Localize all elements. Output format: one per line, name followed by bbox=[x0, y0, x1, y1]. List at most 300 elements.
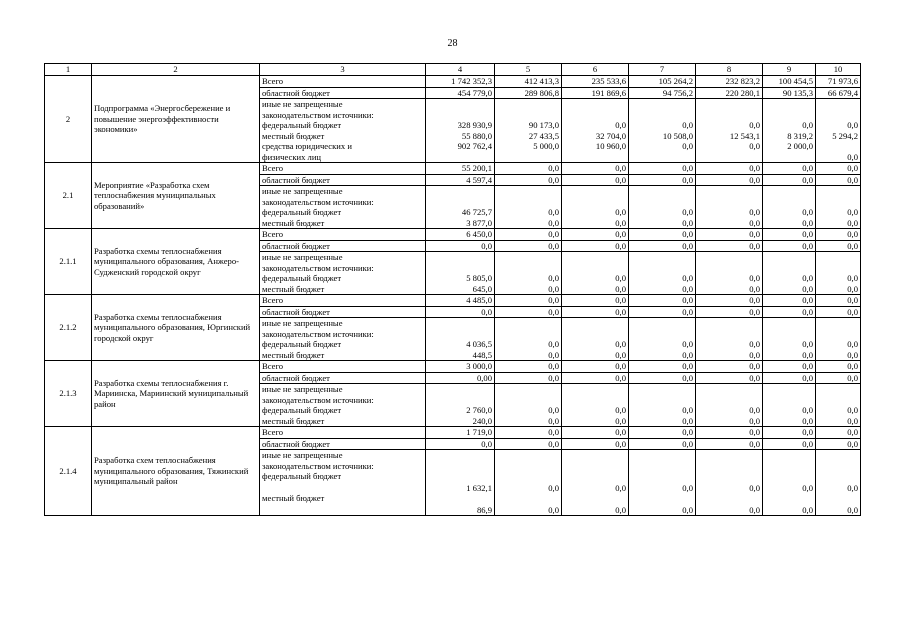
amount-cell: 0,0 bbox=[816, 152, 861, 163]
amount-cell: 0,0 bbox=[696, 339, 763, 350]
amount-cell: 0,0 bbox=[562, 438, 629, 450]
amount-cell: 46 725,7 bbox=[426, 207, 495, 218]
amount-cell bbox=[763, 450, 816, 461]
amount-cell bbox=[495, 395, 562, 406]
amount-cell: 0,0 bbox=[816, 471, 861, 493]
amount-cell: 0,0 bbox=[763, 416, 816, 427]
item-name: Разработка схемы теплоснабжения муниципального образования, Юргинский городской округ bbox=[92, 295, 260, 361]
amount-cell bbox=[426, 263, 495, 274]
amount-cell bbox=[562, 329, 629, 340]
amount-cell: 0,0 bbox=[629, 471, 696, 493]
amount-cell bbox=[816, 186, 861, 197]
table-row bbox=[45, 361, 861, 373]
amount-cell bbox=[629, 395, 696, 406]
amount-cell: 105 264,2 bbox=[629, 76, 696, 88]
amount-cell: 0,0 bbox=[629, 218, 696, 229]
amount-cell bbox=[696, 186, 763, 197]
amount-cell bbox=[629, 384, 696, 395]
funding-source: федеральный бюджет bbox=[260, 405, 426, 416]
amount-cell bbox=[763, 263, 816, 274]
amount-cell: 0,0 bbox=[763, 273, 816, 284]
funding-source: иные не запрещенные bbox=[260, 99, 426, 110]
amount-cell bbox=[696, 152, 763, 163]
amount-cell bbox=[629, 461, 696, 472]
amount-cell bbox=[696, 110, 763, 121]
amount-cell bbox=[816, 384, 861, 395]
item-name: Мероприятие «Разработка схем теплоснабжения муниципальных образований» bbox=[92, 163, 260, 229]
amount-cell bbox=[763, 395, 816, 406]
amount-cell: 289 806,8 bbox=[495, 87, 562, 99]
amount-cell bbox=[629, 186, 696, 197]
amount-cell: 5 294,2 bbox=[816, 131, 861, 142]
table-row bbox=[45, 163, 861, 175]
amount-cell: 0,0 bbox=[816, 339, 861, 350]
amount-cell: 0,0 bbox=[816, 416, 861, 427]
amount-cell bbox=[562, 263, 629, 274]
amount-cell: 0,0 bbox=[495, 427, 562, 439]
amount-cell: 0,0 bbox=[763, 218, 816, 229]
amount-cell: 0,0 bbox=[562, 218, 629, 229]
amount-cell: 0,0 bbox=[696, 350, 763, 361]
amount-cell: 0,0 bbox=[495, 416, 562, 427]
amount-cell: 0,0 bbox=[495, 295, 562, 307]
amount-cell bbox=[816, 252, 861, 263]
amount-cell: 0,0 bbox=[629, 141, 696, 152]
column-header: 6 bbox=[562, 64, 629, 76]
funding-source: областной бюджет bbox=[260, 174, 426, 186]
amount-cell: 4 597,4 bbox=[426, 174, 495, 186]
column-header: 7 bbox=[629, 64, 696, 76]
column-header: 1 bbox=[45, 64, 92, 76]
amount-cell: 0,0 bbox=[495, 174, 562, 186]
amount-cell bbox=[495, 384, 562, 395]
amount-cell: 0,0 bbox=[562, 493, 629, 516]
amount-cell: 90 135,3 bbox=[763, 87, 816, 99]
amount-cell: 0,0 bbox=[816, 405, 861, 416]
amount-cell bbox=[816, 395, 861, 406]
amount-cell bbox=[426, 252, 495, 263]
amount-cell: 0,0 bbox=[562, 229, 629, 241]
amount-cell: 0,0 bbox=[629, 372, 696, 384]
funding-source: областной бюджет bbox=[260, 372, 426, 384]
amount-cell: 0,0 bbox=[696, 284, 763, 295]
amount-cell: 1 719,0 bbox=[426, 427, 495, 439]
amount-cell bbox=[495, 186, 562, 197]
item-number: 2.1.1 bbox=[45, 229, 92, 295]
amount-cell: 0,0 bbox=[696, 405, 763, 416]
amount-cell bbox=[426, 99, 495, 110]
amount-cell: 90 173,0 bbox=[495, 120, 562, 131]
amount-cell bbox=[763, 461, 816, 472]
item-number: 2.1.2 bbox=[45, 295, 92, 361]
amount-cell: 8 319,2 bbox=[763, 131, 816, 142]
amount-cell: 0,0 bbox=[696, 218, 763, 229]
funding-source: законодательством источники: bbox=[260, 461, 426, 472]
funding-source: Всего bbox=[260, 427, 426, 439]
amount-cell bbox=[562, 252, 629, 263]
amount-cell bbox=[816, 263, 861, 274]
amount-cell: 0,0 bbox=[816, 240, 861, 252]
amount-cell: 0,0 bbox=[562, 174, 629, 186]
amount-cell: 86,9 bbox=[426, 493, 495, 516]
funding-source: федеральный бюджет bbox=[260, 471, 426, 493]
amount-cell: 0,0 bbox=[696, 416, 763, 427]
funding-source: законодательством источники: bbox=[260, 395, 426, 406]
amount-cell: 0,0 bbox=[696, 438, 763, 450]
amount-cell: 0,0 bbox=[629, 240, 696, 252]
funding-source: Всего bbox=[260, 361, 426, 373]
amount-cell bbox=[629, 263, 696, 274]
funding-source: местный бюджет bbox=[260, 416, 426, 427]
amount-cell bbox=[696, 318, 763, 329]
amount-cell: 0,0 bbox=[629, 306, 696, 318]
amount-cell: 0,0 bbox=[495, 405, 562, 416]
amount-cell bbox=[495, 329, 562, 340]
amount-cell bbox=[696, 395, 763, 406]
amount-cell: 0,0 bbox=[763, 493, 816, 516]
funding-source: Всего bbox=[260, 76, 426, 88]
item-number: 2.1.3 bbox=[45, 361, 92, 427]
funding-source: Всего bbox=[260, 229, 426, 241]
funding-source: иные не запрещенные bbox=[260, 186, 426, 197]
amount-cell: 10 508,0 bbox=[629, 131, 696, 142]
column-header: 2 bbox=[92, 64, 260, 76]
amount-cell: 0,0 bbox=[562, 427, 629, 439]
amount-cell: 0,0 bbox=[816, 372, 861, 384]
amount-cell bbox=[763, 318, 816, 329]
amount-cell: 0,0 bbox=[562, 120, 629, 131]
amount-cell bbox=[495, 450, 562, 461]
amount-cell: 0,0 bbox=[696, 120, 763, 131]
amount-cell bbox=[696, 329, 763, 340]
table-row bbox=[45, 427, 861, 439]
amount-cell: 0,0 bbox=[816, 163, 861, 175]
amount-cell: 3 877,0 bbox=[426, 218, 495, 229]
amount-cell: 328 930,9 bbox=[426, 120, 495, 131]
amount-cell bbox=[816, 141, 861, 152]
amount-cell bbox=[495, 99, 562, 110]
amount-cell: 0,0 bbox=[426, 306, 495, 318]
amount-cell bbox=[426, 395, 495, 406]
amount-cell: 0,0 bbox=[696, 295, 763, 307]
item-number: 2.1 bbox=[45, 163, 92, 229]
amount-cell bbox=[562, 450, 629, 461]
amount-cell bbox=[763, 384, 816, 395]
item-name: Подпрограмма «Энергосбережение и повышение энергоэффективности экономики» bbox=[92, 76, 260, 163]
amount-cell bbox=[763, 252, 816, 263]
amount-cell: 0,0 bbox=[816, 207, 861, 218]
amount-cell: 0,0 bbox=[562, 306, 629, 318]
amount-cell bbox=[763, 99, 816, 110]
amount-cell: 0,0 bbox=[562, 295, 629, 307]
amount-cell bbox=[495, 318, 562, 329]
amount-cell: 0,0 bbox=[629, 273, 696, 284]
amount-cell bbox=[495, 110, 562, 121]
amount-cell bbox=[629, 197, 696, 208]
amount-cell: 0,0 bbox=[629, 438, 696, 450]
amount-cell: 0,0 bbox=[562, 284, 629, 295]
amount-cell: 5 000,0 bbox=[495, 141, 562, 152]
amount-cell bbox=[629, 329, 696, 340]
funding-source: законодательством источники: bbox=[260, 197, 426, 208]
amount-cell: 0,0 bbox=[696, 306, 763, 318]
amount-cell: 0,0 bbox=[816, 284, 861, 295]
amount-cell bbox=[562, 318, 629, 329]
column-header: 8 bbox=[696, 64, 763, 76]
amount-cell: 448,5 bbox=[426, 350, 495, 361]
amount-cell: 0,0 bbox=[495, 372, 562, 384]
amount-cell bbox=[426, 110, 495, 121]
amount-cell: 2 760,0 bbox=[426, 405, 495, 416]
amount-cell: 0,0 bbox=[763, 405, 816, 416]
amount-cell: 27 433,5 bbox=[495, 131, 562, 142]
column-header: 9 bbox=[763, 64, 816, 76]
amount-cell: 0,0 bbox=[763, 174, 816, 186]
amount-cell: 645,0 bbox=[426, 284, 495, 295]
amount-cell: 0,0 bbox=[495, 207, 562, 218]
amount-cell: 412 413,3 bbox=[495, 76, 562, 88]
amount-cell bbox=[562, 197, 629, 208]
table-row bbox=[45, 295, 861, 307]
amount-cell: 0,0 bbox=[696, 240, 763, 252]
item-name: Разработка схемы теплоснабжения г. Мариинска, Мариинский муниципальный район bbox=[92, 361, 260, 427]
amount-cell: 0,0 bbox=[763, 350, 816, 361]
amount-cell bbox=[562, 461, 629, 472]
page-number: 28 bbox=[447, 38, 458, 49]
amount-cell: 220 280,1 bbox=[696, 87, 763, 99]
amount-cell: 0,0 bbox=[562, 240, 629, 252]
amount-cell bbox=[495, 252, 562, 263]
column-header: 5 bbox=[495, 64, 562, 76]
amount-cell: 100 454,5 bbox=[763, 76, 816, 88]
funding-source: местный бюджет bbox=[260, 218, 426, 229]
amount-cell: 0,0 bbox=[763, 295, 816, 307]
amount-cell: 0,0 bbox=[816, 295, 861, 307]
amount-cell bbox=[562, 395, 629, 406]
amount-cell bbox=[816, 461, 861, 472]
funding-source: Всего bbox=[260, 163, 426, 175]
amount-cell bbox=[426, 318, 495, 329]
amount-cell: 0,0 bbox=[495, 273, 562, 284]
amount-cell: 0,0 bbox=[495, 229, 562, 241]
amount-cell bbox=[816, 450, 861, 461]
amount-cell: 0,0 bbox=[816, 229, 861, 241]
amount-cell: 0,00 bbox=[426, 372, 495, 384]
funding-source: областной бюджет bbox=[260, 306, 426, 318]
amount-cell: 0,0 bbox=[763, 120, 816, 131]
amount-cell: 0,0 bbox=[816, 427, 861, 439]
amount-cell: 0,0 bbox=[562, 207, 629, 218]
amount-cell: 4 036,5 bbox=[426, 339, 495, 350]
amount-cell bbox=[562, 152, 629, 163]
amount-cell bbox=[696, 252, 763, 263]
amount-cell: 0,0 bbox=[495, 306, 562, 318]
amount-cell: 240,0 bbox=[426, 416, 495, 427]
amount-cell bbox=[816, 110, 861, 121]
amount-cell bbox=[426, 186, 495, 197]
amount-cell: 0,0 bbox=[763, 438, 816, 450]
amount-cell: 0,0 bbox=[629, 120, 696, 131]
amount-cell: 0,0 bbox=[629, 493, 696, 516]
amount-cell: 0,0 bbox=[696, 427, 763, 439]
amount-cell: 0,0 bbox=[816, 273, 861, 284]
amount-cell: 0,0 bbox=[495, 163, 562, 175]
amount-cell: 0,0 bbox=[562, 471, 629, 493]
amount-cell: 0,0 bbox=[763, 306, 816, 318]
amount-cell: 0,0 bbox=[696, 471, 763, 493]
item-name: Разработка схем теплоснабжения муниципального образования, Тяжинский муниципальный район bbox=[92, 427, 260, 516]
table-header bbox=[45, 64, 861, 76]
amount-cell: 0,0 bbox=[816, 174, 861, 186]
funding-source: местный бюджет bbox=[260, 493, 426, 516]
item-name: Разработка схемы теплоснабжения муниципального образования, Анжеро-Судженский городской округ bbox=[92, 229, 260, 295]
amount-cell: 0,0 bbox=[495, 240, 562, 252]
amount-cell: 0,0 bbox=[495, 218, 562, 229]
funding-source: местный бюджет bbox=[260, 131, 426, 142]
amount-cell bbox=[426, 450, 495, 461]
amount-cell: 235 533,6 bbox=[562, 76, 629, 88]
amount-cell bbox=[629, 318, 696, 329]
amount-cell: 0,0 bbox=[629, 284, 696, 295]
amount-cell: 1 632,1 bbox=[426, 471, 495, 493]
amount-cell bbox=[696, 450, 763, 461]
funding-source: местный бюджет bbox=[260, 350, 426, 361]
funding-source: законодательством источники: bbox=[260, 110, 426, 121]
amount-cell bbox=[763, 152, 816, 163]
amount-cell bbox=[816, 99, 861, 110]
amount-cell: 902 762,4 bbox=[426, 141, 495, 152]
amount-cell: 0,0 bbox=[562, 372, 629, 384]
table-row bbox=[45, 76, 861, 88]
amount-cell: 0,0 bbox=[696, 163, 763, 175]
funding-source: средства юридических и bbox=[260, 141, 426, 152]
amount-cell: 0,0 bbox=[696, 229, 763, 241]
amount-cell bbox=[426, 384, 495, 395]
amount-cell: 0,0 bbox=[562, 350, 629, 361]
amount-cell: 0,0 bbox=[495, 438, 562, 450]
amount-cell: 0,0 bbox=[629, 350, 696, 361]
amount-cell: 0,0 bbox=[629, 295, 696, 307]
amount-cell bbox=[696, 263, 763, 274]
table-body bbox=[45, 76, 861, 516]
amount-cell bbox=[763, 329, 816, 340]
amount-cell bbox=[629, 110, 696, 121]
amount-cell: 4 485,0 bbox=[426, 295, 495, 307]
amount-cell bbox=[426, 461, 495, 472]
amount-cell: 0,0 bbox=[763, 361, 816, 373]
amount-cell bbox=[495, 263, 562, 274]
amount-cell: 0,0 bbox=[763, 471, 816, 493]
amount-cell: 0,0 bbox=[816, 361, 861, 373]
column-header: 4 bbox=[426, 64, 495, 76]
amount-cell: 0,0 bbox=[629, 405, 696, 416]
amount-cell: 3 000,0 bbox=[426, 361, 495, 373]
amount-cell: 0,0 bbox=[816, 120, 861, 131]
amount-cell bbox=[629, 99, 696, 110]
amount-cell bbox=[816, 197, 861, 208]
amount-cell: 0,0 bbox=[495, 493, 562, 516]
amount-cell: 66 679,4 bbox=[816, 87, 861, 99]
funding-source: иные не запрещенные bbox=[260, 252, 426, 263]
amount-cell: 71 973,6 bbox=[816, 76, 861, 88]
funding-source: законодательством источники: bbox=[260, 263, 426, 274]
amount-cell bbox=[562, 99, 629, 110]
amount-cell: 0,0 bbox=[629, 163, 696, 175]
amount-cell: 0,0 bbox=[816, 493, 861, 516]
amount-cell: 0,0 bbox=[763, 207, 816, 218]
amount-cell: 454 779,0 bbox=[426, 87, 495, 99]
amount-cell: 32 704,0 bbox=[562, 131, 629, 142]
amount-cell: 55 200,1 bbox=[426, 163, 495, 175]
funding-source: иные не запрещенные bbox=[260, 450, 426, 461]
amount-cell bbox=[495, 197, 562, 208]
amount-cell: 6 450,0 bbox=[426, 229, 495, 241]
funding-source: федеральный бюджет bbox=[260, 339, 426, 350]
amount-cell: 0,0 bbox=[763, 427, 816, 439]
column-header: 10 bbox=[816, 64, 861, 76]
amount-cell bbox=[629, 450, 696, 461]
column-header: 3 bbox=[260, 64, 426, 76]
amount-cell: 0,0 bbox=[562, 273, 629, 284]
amount-cell: 10 960,0 bbox=[562, 141, 629, 152]
amount-cell: 0,0 bbox=[629, 339, 696, 350]
funding-source: областной бюджет bbox=[260, 87, 426, 99]
amount-cell: 0,0 bbox=[629, 207, 696, 218]
amount-cell: 0,0 bbox=[629, 229, 696, 241]
amount-cell: 0,0 bbox=[763, 372, 816, 384]
amount-cell: 0,0 bbox=[495, 350, 562, 361]
amount-cell: 5 805,0 bbox=[426, 273, 495, 284]
item-number: 2 bbox=[45, 76, 92, 163]
amount-cell: 0,0 bbox=[495, 471, 562, 493]
funding-source: Всего bbox=[260, 295, 426, 307]
amount-cell bbox=[696, 384, 763, 395]
amount-cell: 94 756,2 bbox=[629, 87, 696, 99]
amount-cell: 0,0 bbox=[763, 284, 816, 295]
amount-cell: 0,0 bbox=[495, 361, 562, 373]
amount-cell bbox=[816, 318, 861, 329]
amount-cell: 0,0 bbox=[629, 361, 696, 373]
amount-cell: 0,0 bbox=[562, 361, 629, 373]
amount-cell: 0,0 bbox=[816, 438, 861, 450]
amount-cell bbox=[495, 152, 562, 163]
amount-cell bbox=[763, 110, 816, 121]
amount-cell: 0,0 bbox=[629, 427, 696, 439]
amount-cell: 0,0 bbox=[763, 163, 816, 175]
amount-cell: 191 869,6 bbox=[562, 87, 629, 99]
amount-cell: 0,0 bbox=[816, 350, 861, 361]
amount-cell: 0,0 bbox=[816, 306, 861, 318]
funding-source: областной бюджет bbox=[260, 438, 426, 450]
amount-cell bbox=[426, 329, 495, 340]
amount-cell: 0,0 bbox=[562, 163, 629, 175]
amount-cell: 0,0 bbox=[495, 339, 562, 350]
funding-source: местный бюджет bbox=[260, 284, 426, 295]
amount-cell: 12 543,1 bbox=[696, 131, 763, 142]
amount-cell: 0,0 bbox=[629, 174, 696, 186]
amount-cell bbox=[696, 99, 763, 110]
amount-cell: 0,0 bbox=[696, 141, 763, 152]
funding-source: физических лиц bbox=[260, 152, 426, 163]
amount-cell bbox=[696, 197, 763, 208]
amount-cell: 232 823,2 bbox=[696, 76, 763, 88]
amount-cell: 0,0 bbox=[495, 284, 562, 295]
amount-cell: 0,0 bbox=[763, 240, 816, 252]
amount-cell: 0,0 bbox=[562, 339, 629, 350]
amount-cell: 0,0 bbox=[696, 361, 763, 373]
amount-cell: 0,0 bbox=[696, 493, 763, 516]
amount-cell bbox=[562, 186, 629, 197]
